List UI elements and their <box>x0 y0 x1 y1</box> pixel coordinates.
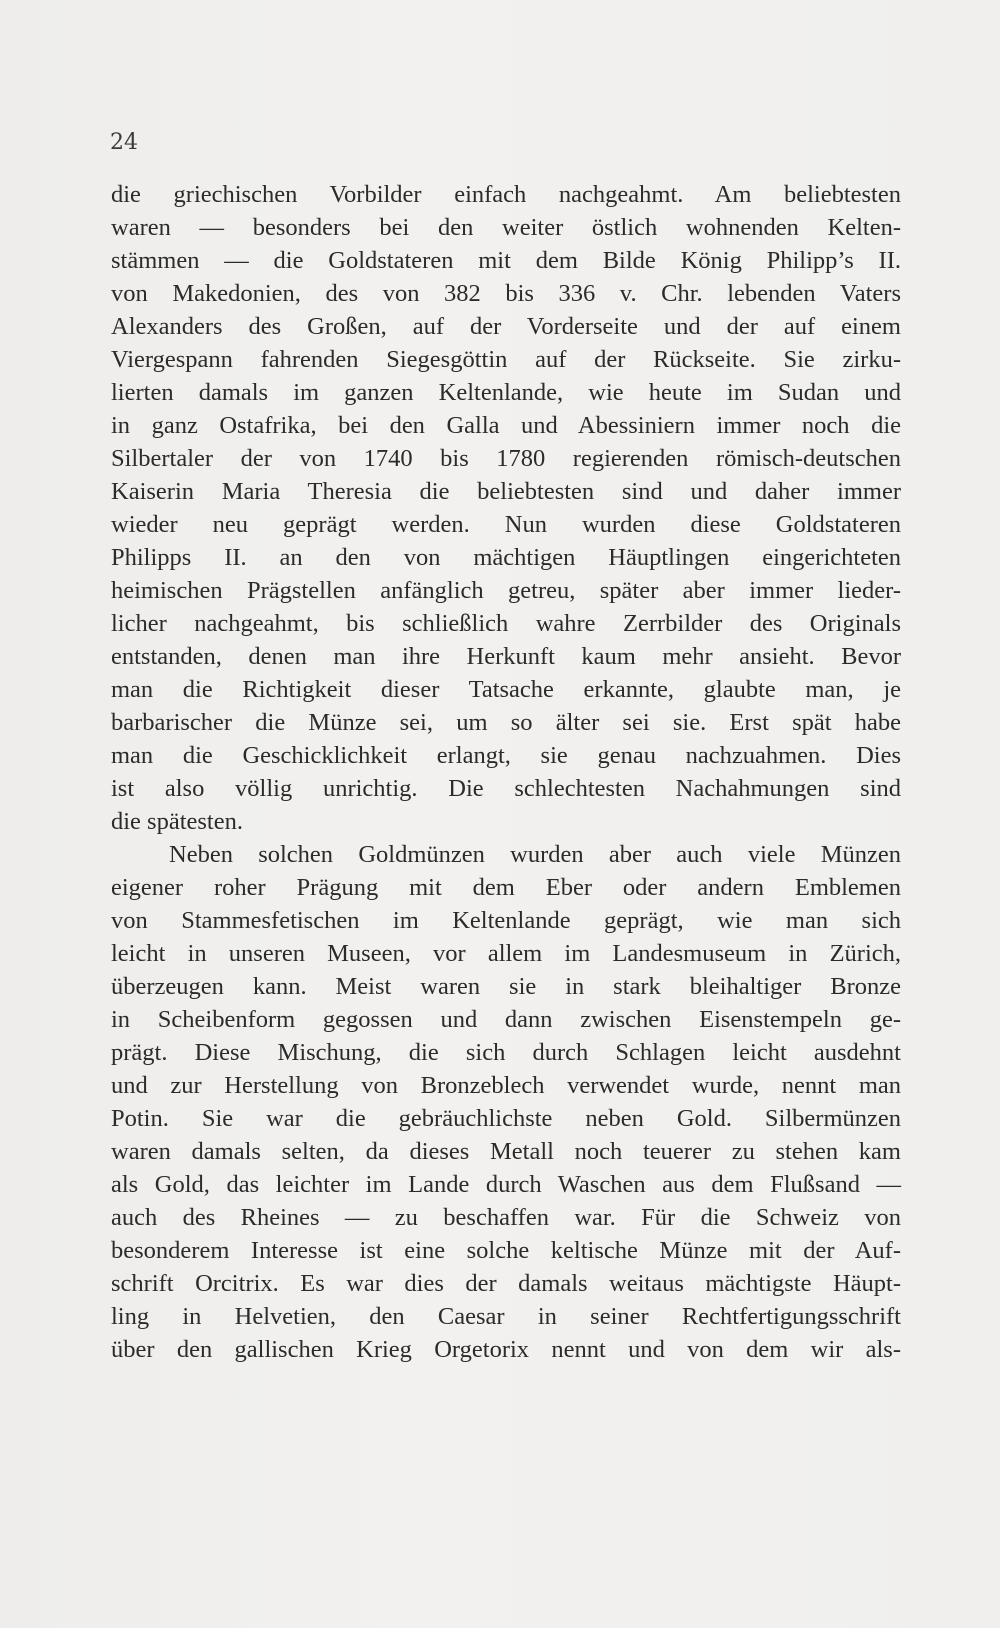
body-text <box>111 178 901 1366</box>
text-line: licher nachgeahmt, bis schließlich wahre Zerrbilder des Originals <box>111 610 901 637</box>
page-number: 24 <box>110 130 138 155</box>
text-line: man die Richtigkeit dieser Tatsache erkannte, glaubte man, je <box>111 676 901 703</box>
text-line: Silbertaler der von 1740 bis 1780 regierenden römisch-deutschen <box>111 445 901 472</box>
text-line: Alexanders des Großen, auf der Vorderseite und der auf einem <box>111 313 901 340</box>
text-line: man die Geschicklichkeit erlangt, sie genau nachzuahmen. Dies <box>111 742 901 769</box>
text-line: besonderem Interesse ist eine solche keltische Münze mit der Auf- <box>111 1237 901 1264</box>
text-line: entstanden, denen man ihre Herkunft kaum mehr ansieht. Bevor <box>111 643 901 670</box>
text-line: wieder neu geprägt werden. Nun wurden diese Goldstateren <box>111 511 901 538</box>
text-line: Philipps II. an den von mächtigen Häuptlingen eingerichteten <box>111 544 901 571</box>
text-line: als Gold, das leichter im Lande durch Waschen aus dem Flußsand — <box>111 1171 901 1198</box>
text-line: in Scheibenform gegossen und dann zwischen Eisenstempeln ge- <box>111 1006 901 1033</box>
text-line: waren — besonders bei den weiter östlich wohnenden Kelten- <box>111 214 901 241</box>
text-line: die griechischen Vorbilder einfach nachgeahmt. Am beliebtesten <box>111 181 901 208</box>
text-line: leicht in unseren Museen, vor allem im Landesmuseum in Zürich, <box>111 940 901 967</box>
text-line: und zur Herstellung von Bronzeblech verwendet wurde, nennt man <box>111 1072 901 1099</box>
text-line: Kaiserin Maria Theresia die beliebtesten sind und daher immer <box>111 478 901 505</box>
text-line: auch des Rheines — zu beschaffen war. Für die Schweiz von <box>111 1204 901 1231</box>
text-line: eigener roher Prägung mit dem Eber oder andern Emblemen <box>111 874 901 901</box>
text-line: barbarischer die Münze sei, um so älter sei sie. Erst spät habe <box>111 709 901 736</box>
text-line: in ganz Ostafrika, bei den Galla und Abessiniern immer noch die <box>111 412 901 439</box>
text-line: Potin. Sie war die gebräuchlichste neben Gold. Silbermünzen <box>111 1105 901 1132</box>
text-line: über den gallischen Krieg Orgetorix nennt und von dem wir als- <box>111 1336 901 1363</box>
text-line: von Makedonien, des von 382 bis 336 v. Chr. lebenden Vaters <box>111 280 901 307</box>
text-line: lierten damals im ganzen Keltenlande, wie heute im Sudan und <box>111 379 901 406</box>
text-line: waren damals selten, da dieses Metall noch teuerer zu stehen kam <box>111 1138 901 1165</box>
paragraph-end-line: die spätesten. <box>111 808 243 835</box>
text-line: überzeugen kann. Meist waren sie in stark bleihaltiger Bronze <box>111 973 901 1000</box>
text-line: von Stammesfetischen im Keltenlande geprägt, wie man sich <box>111 907 901 934</box>
text-line: ist also völlig unrichtig. Die schlechtesten Nachahmungen sind <box>111 775 901 802</box>
text-line: schrift Orcitrix. Es war dies der damals weitaus mächtigste Häupt- <box>111 1270 901 1297</box>
text-line: stämmen — die Goldstateren mit dem Bilde König Philipp’s II. <box>111 247 901 274</box>
text-line: ling in Helvetien, den Caesar in seiner Rechtfertigungsschrift <box>111 1303 901 1330</box>
text-line: Viergespann fahrenden Siegesgöttin auf der Rückseite. Sie zirku- <box>111 346 901 373</box>
paragraph-start-line: Neben solchen Goldmünzen wurden aber auch viele Münzen <box>169 841 901 868</box>
text-line: prägt. Diese Mischung, die sich durch Schlagen leicht ausdehnt <box>111 1039 901 1066</box>
text-line: heimischen Prägstellen anfänglich getreu, später aber immer lieder- <box>111 577 901 604</box>
